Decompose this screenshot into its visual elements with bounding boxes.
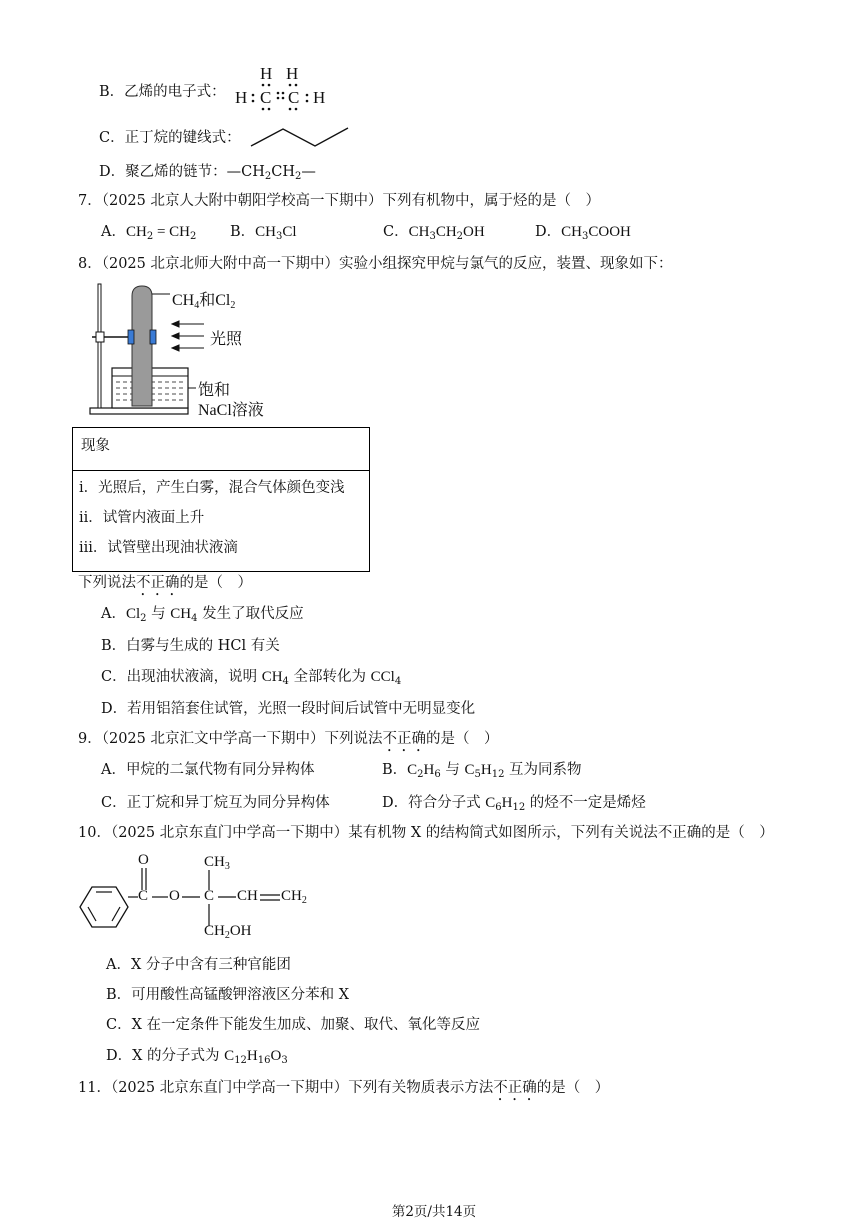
- q7-stem: 7．（2025 北京人大附中朝阳学校高一下期中）下列有机物中，属于烃的是（ ）: [78, 193, 600, 209]
- compound-x-structure: O C O C $CH_3$ CH $CH_2$ $CH_2OH$: [76, 850, 326, 945]
- q8-option-a: A．$Cl_2$ 与 $CH_4$ 发生了取代反应: [101, 606, 304, 624]
- q8-option-c: C．出现油状液滴，说明 $CH_4$ 全部转化为 CCl$_4$: [101, 669, 402, 687]
- q8-option-b: B．白雾与生成的 HCl 有关: [101, 638, 280, 654]
- table-row: ii．试管内液面上升: [79, 510, 205, 526]
- page-footer: 第2页/共14页: [391, 1204, 477, 1220]
- table-row: i．光照后，产生白雾，混合气体颜色变浅: [79, 480, 345, 496]
- q6-option-b-label: B．乙烯的电子式：: [99, 84, 226, 100]
- butane-skeletal-formula: [250, 124, 352, 150]
- q10-option-c: C．X 在一定条件下能发生加成、加聚、取代、氧化等反应: [106, 1017, 481, 1033]
- q7-option-a: A．$CH_2 = CH_2$: [101, 224, 197, 242]
- light-label: 光照: [210, 329, 243, 348]
- nacl-solution-label: NaCl溶液: [198, 402, 264, 419]
- ethylene-electron-formula: H H H C C H: [233, 64, 333, 112]
- q9-option-a: A．甲烷的二氯代物有同分异构体: [101, 762, 315, 778]
- q9-option-c: C．正丁烷和异丁烷互为同分异构体: [101, 795, 330, 811]
- q6-option-d: D．聚乙烯的链节：$—CH_2CH_2—$: [99, 164, 316, 182]
- q10-option-b: B．可用酸性高锰酸钾溶液区分苯和 X: [106, 987, 350, 1003]
- observation-table: [72, 427, 370, 572]
- q9-stem: 9．（2025 北京汇文中学高一下期中）下列说法不正确的是（ ）: [78, 731, 499, 747]
- table-row: iii．试管壁出现油状液滴: [79, 540, 238, 556]
- electron-dots: [233, 64, 333, 112]
- q8-option-d: D．若用铝箔套住试管，光照一段时间后试管中无明显变化: [101, 701, 476, 717]
- q7-option-b: B．$CH_3Cl$: [230, 224, 297, 242]
- q6-option-c-label: C．正丁烷的键线式：: [99, 130, 241, 146]
- q9-option-b: B．$C_2H_6$ 与 $C_5H_{12}$ 互为同系物: [382, 762, 582, 780]
- q11-stem: 11．（2025 北京东直门中学高一下期中）下列有关物质表示方法不正确的是（ ）: [78, 1080, 610, 1096]
- q8-stem: 8．（2025 北京北师大附中高一下期中）实验小组探究甲烷与氯气的反应，装置、现象如下：: [78, 256, 673, 272]
- q7-option-d: D．$CH_3COOH$: [535, 224, 631, 242]
- q10-option-d: D．X 的分子式为 $C_{12}H_{16}O_3$: [106, 1048, 288, 1066]
- q10-option-a: A．X 分子中含有三种官能团: [106, 957, 291, 973]
- q8-question: 下列说法不正确的是（ ）: [78, 575, 252, 591]
- q10-stem: 10．（2025 北京东直门中学高一下期中）某有机物 X 的结构简式如图所示，下列有关说法不正确的是（ ）: [78, 825, 774, 841]
- q7-option-c: C．$CH_3CH_2OH$: [383, 224, 485, 242]
- saturated-label: 饱和: [198, 380, 231, 399]
- table-header: 现象: [81, 438, 110, 454]
- gas-label: $CH_4$和$Cl_2$: [172, 292, 236, 311]
- q9-option-d: D．符合分子式 $C_6H_{12}$ 的烃不一定是烯烃: [382, 795, 646, 813]
